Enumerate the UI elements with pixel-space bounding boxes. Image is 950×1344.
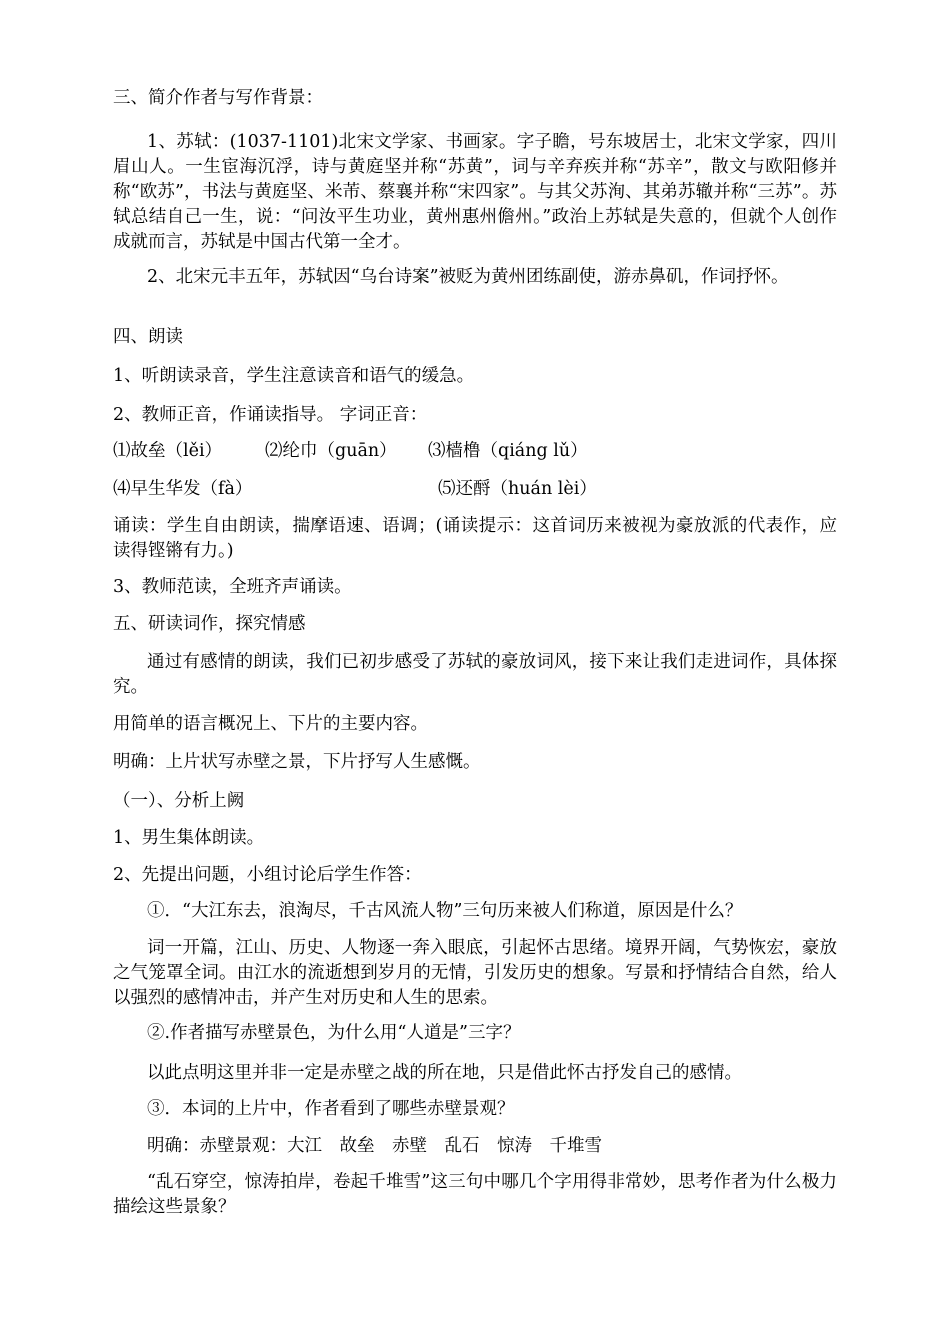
pinyin-entry: ⑴故垒（lěi） — [113, 441, 223, 461]
summary-task: 用简单的语言概况上、下片的主要内容。 — [113, 714, 428, 734]
step-2: 2、先提出问题，小组讨论后学生作答： — [113, 865, 422, 885]
section-4-heading: 四、朗读 — [113, 327, 183, 347]
section-3-heading: 三、简介作者与写作背景： — [113, 88, 323, 108]
background-paragraph: 2、北宋元丰五年，苏轼因“乌台诗案”被贬为黄州团练副使，游赤鼻矶，作词抒怀。 — [147, 267, 789, 287]
subsection-1-heading: （一）、分析上阙 — [113, 791, 245, 811]
reading-item-3: 3、教师范读，全班齐声诵读。 — [113, 577, 352, 597]
reading-item-1: 1、听朗读录音，学生注意读音和语气的缓急。 — [113, 366, 475, 386]
pinyin-entry: ⑶樯橹（qiáng lǔ） — [428, 441, 588, 461]
answer-1: 词一开篇，江山、历史、人物逐一奔入眼底，引起怀古思绪。境界开阔，气势恢宏，豪放之气笼罩全词。由江水的流逝想到岁月的无情，引发历史的想象。写景和抒情结合自然，给人以强烈的感情冲击，并产生对历史和人生的思索。 — [113, 938, 837, 1008]
pinyin-entry: ⑸还酹（huán lèi） — [438, 479, 597, 499]
pinyin-entry: ⑵纶巾（guān） — [265, 441, 397, 461]
section-5-heading: 五、研读词作，探究情感 — [113, 614, 306, 634]
author-intro-paragraph: 1、苏轼：(1037-1101)北宋文学家、书画家。字子瞻，号东坡居士，北宋文学家，四川眉山人。一生宦海沉浮，诗与黄庭坚并称“苏黄”，词与辛弃疾并称“苏辛”，散文与欧阳修并称“欧苏”，书法与黄庭坚、米芾、蔡襄并称“宋四家”。与其父苏洵、其弟苏辙并称“三苏”。苏轼总结自己一生，说：“问汝平生功业，黄州惠州儋州。”政治上苏轼是失意的，但就个人创作成就而言，苏轼是中国古代第一全才。 — [113, 132, 837, 252]
section-5-intro: 通过有感情的朗读，我们已初步感受了苏轼的豪放词风，接下来让我们走进词作，具体探究。 — [113, 652, 837, 697]
summary-answer: 明确：上片状写赤壁之景，下片抒写人生感慨。 — [113, 752, 481, 772]
pinyin-entry: ⑷早生华发（fà） — [113, 479, 253, 499]
answer-2: 以此点明这里并非一定是赤壁之战的所在地，只是借此怀古抒发自己的感情。 — [147, 1063, 742, 1083]
answer-3: 明确：赤壁景观：大江 故垒 赤壁 乱石 惊涛 千堆雪 — [147, 1136, 602, 1156]
recitation-note: 诵读：学生自由朗读，揣摩语速、语调；(诵读提示：这首词历来被视为豪放派的代表作，应读得铿锵有力。) — [113, 516, 837, 561]
question-1: ①．“大江东去，浪淘尽，千古风流人物”三句历来被人们称道，原因是什么？ — [147, 901, 743, 921]
question-4: “乱石穿空，惊涛拍岸，卷起千堆雪”这三句中哪几个字用得非常妙，思考作者为什么极力描绘这些景象？ — [113, 1172, 837, 1217]
reading-item-2: 2、教师正音，作诵读指导。 字词正音： — [113, 405, 428, 425]
question-3: ③．本词的上片中，作者看到了哪些赤壁景观？ — [147, 1099, 515, 1119]
step-1: 1、男生集体朗读。 — [113, 828, 265, 848]
question-2: ②.作者描写赤壁景色，为什么用“人道是”三字？ — [147, 1023, 521, 1043]
